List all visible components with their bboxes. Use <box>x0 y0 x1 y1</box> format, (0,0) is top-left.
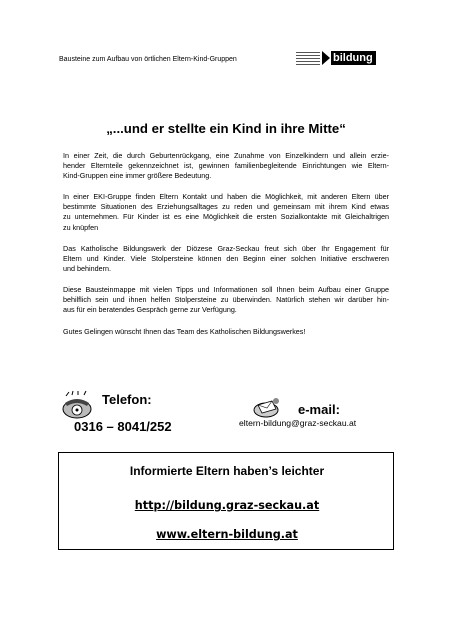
text-line: aus für ein beratendes Gespräch gerne zur Verfügung. <box>63 305 237 315</box>
bildung-logo <box>296 50 376 66</box>
text-line: Eltern und Kinder. Viele Stolpersteine können den Beginn einer solchen Initiative erschweren <box>63 254 389 264</box>
paragraph-4 <box>63 285 389 316</box>
text-line: hender Elternteile gekennzeichnet ist, gewinnen familienbegleitende Einrichtungen wie Eltern- <box>63 161 389 171</box>
logo-grid-icon <box>296 51 320 65</box>
email-label: e-mail: <box>298 402 340 417</box>
paragraph-1 <box>63 151 389 182</box>
text-line: In einer EKI-Gruppe finden Eltern Kontakt und haben die Möglichkeit, mit anderen Eltern über <box>63 192 389 201</box>
text-line: behilflich sein und ihnen helfen Stolpersteine zu überwinden. Natürlich stehen wir darüber hin- <box>63 295 389 305</box>
paragraph-5 <box>63 327 389 337</box>
text-line: Diese Bausteinmappe mit vielen Tipps und Informationen soll Ihnen beim Aufbau einer Gruppe <box>63 285 389 294</box>
email-address[interactable]: eltern-bildung@graz-seckau.at <box>239 418 357 428</box>
website-link-eltern-bildung[interactable]: www.eltern-bildung.at <box>156 528 298 541</box>
telephone-icon <box>60 390 94 420</box>
mail-icon <box>252 395 282 419</box>
page-title: „...und er stellte ein Kind in ihre Mitte“ <box>106 121 346 136</box>
text-line: und behindern. <box>63 264 111 274</box>
phone-number: 0316 – 8041/252 <box>74 419 172 434</box>
logo-arrow-icon <box>322 51 330 65</box>
paragraph-3 <box>63 244 389 275</box>
paragraph-2 <box>63 192 389 233</box>
logo-word: bildung <box>331 51 376 65</box>
text-line: Gutes Gelingen wünscht Ihnen das Team des Katholischen Bildungswerkes! <box>63 327 306 336</box>
text-line: zu unternehmen. Für Kinder ist es eine Möglichkeit die ersten Sozialkontakte mit Gleichaltrigen <box>63 212 389 222</box>
text-line: Das Katholische Bildungswerk der Diözese Graz-Seckau freut sich über Ihr Engagement für <box>63 244 389 253</box>
header-text: Bausteine zum Aufbau von örtlichen Eltern-Kind-Gruppen <box>59 56 237 63</box>
phone-label: Telefon: <box>102 392 152 407</box>
text-line: bestimmte Situationen des Erziehungsalltages zu reden und gemeinsam mit ihrem Kind etwas <box>63 202 389 212</box>
text-line: Kind-Gruppen eine immer größere Bedeutung. <box>63 171 212 181</box>
text-line: In einer Zeit, die durch Geburtenrückgang, eine Zunahme von Einzelkindern und allein erzie- <box>63 151 389 160</box>
info-box <box>58 452 394 550</box>
box-heading: Informierte Eltern haben’s leichter <box>129 464 325 478</box>
website-link-bildung[interactable]: http://bildung.graz-seckau.at <box>134 499 320 512</box>
text-line: zu knüpfen <box>63 222 99 232</box>
